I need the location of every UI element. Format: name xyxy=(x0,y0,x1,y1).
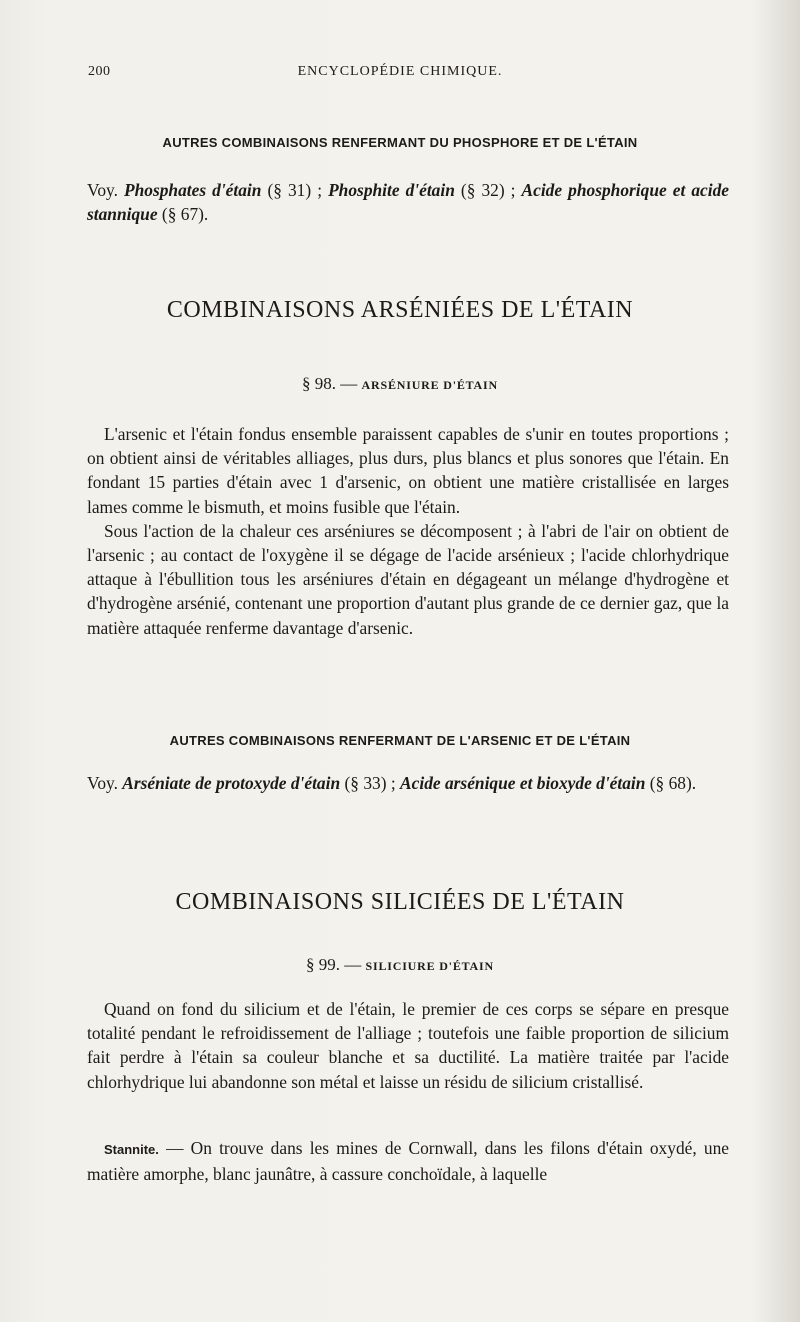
ref-acide-phosphorique: Acide phosphorique et acide stannique xyxy=(87,180,729,225)
stannite-body: — On trouve dans les mines de Cornwall, dans les filons d'étain oxydé, une matière amorphe, blanc jaunâtre, à cassure conchoïdale, à laquelle xyxy=(87,1138,729,1185)
running-title: ENCYCLOPÉDIE CHIMIQUE. xyxy=(297,64,503,79)
phosphore-ref-line xyxy=(87,178,729,226)
stannite-label: Stannite. xyxy=(104,1142,159,1157)
stannite-paragraph xyxy=(87,1136,729,1186)
ref-phosphite-num: (§ 32) ; xyxy=(454,180,522,200)
ref-acide-arsenique-num: (§ 68). xyxy=(645,773,697,793)
siliciees-title: COMBINAISONS SILICIÉES DE L'ÉTAIN xyxy=(175,889,625,915)
section-99-number: § 99. — xyxy=(306,955,366,974)
phosphore-references xyxy=(87,178,729,226)
arseniure-text xyxy=(87,422,729,640)
ref-acide-phosphorique-num: (§ 67). xyxy=(157,204,209,225)
ref-phosphates: Phosphates d'étain xyxy=(123,180,262,200)
ref-phosphates-num: (§ 31) ; xyxy=(261,180,329,200)
section-99-heading xyxy=(60,955,740,975)
ref-acide-arsenique: Acide arsénique et bioxyde d'étain xyxy=(400,773,646,793)
arsenic-ref-line xyxy=(87,771,729,795)
section-99-name: SILICIURE D'ÉTAIN xyxy=(365,959,494,973)
arsenic-references xyxy=(87,771,729,795)
phosphore-heading: AUTRES COMBINAISONS RENFERMANT DU PHOSPHORE ET DE L'ÉTAIN xyxy=(162,135,638,150)
ref-arseniate-num: (§ 33) ; xyxy=(340,773,401,793)
voy-label: Voy. xyxy=(87,773,123,793)
section-98-number: § 98. — xyxy=(302,374,362,393)
siliciure-text xyxy=(87,997,729,1094)
arseniure-paragraph-2: Sous l'action de la chaleur ces arséniures se décomposent ; à l'abri de l'air on obtient de l'arsenic ; au contact de l'oxygène il se dégage de l'acide arsénieux ; l'acide chlorhydrique attaque à l'ébullition tous les arséniures d'étain en dégageant un mélange d'hydrogène et d'hydrogène arsénié, contenant une proportion d'autant plus grande de ce dernier gaz, que la matière attaquée renferme davantage d'arsenic. xyxy=(87,520,729,638)
stannite-text xyxy=(87,1136,729,1186)
arsenic-heading: AUTRES COMBINAISONS RENFERMANT DE L'ARSENIC ET DE L'ÉTAIN xyxy=(169,733,631,748)
arseniure-paragraph-1: L'arsenic et l'étain fondus ensemble paraissent capables de s'unir en toutes proportions ; on obtient ainsi de véritables alliages, plus durs, plus blancs et plus sonores que l'étain. En fondant 15 parties d'étain avec 1 d'arsenic, on obtient une matière cristallisée en larges lames comme le bismuth, et moins fusible que l'étain. xyxy=(87,424,729,517)
voy-label: Voy. xyxy=(87,180,124,200)
siliciure-paragraph: Quand on fond du silicium et de l'étain, le premier de ces corps se sépare en presque totalité pendant le refroidissement de l'alliage ; toutefois une faible proportion de silicium fait perdre à l'étain sa couleur blanche et sa ductilité. La matière traitée par l'acide chlorhydrique lui abandonne son métal et laisse un résidu de silicium cristallisé. xyxy=(87,999,729,1092)
arseniees-title: COMBINAISONS ARSÉNIÉES DE L'ÉTAIN xyxy=(166,297,634,323)
page-number: 200 xyxy=(88,64,111,79)
section-98-heading xyxy=(60,374,740,394)
ref-phosphite: Phosphite d'étain xyxy=(328,180,455,200)
ref-arseniate: Arséniate de protoxyde d'étain xyxy=(122,773,341,793)
section-98-name: ARSÉNIURE D'ÉTAIN xyxy=(361,378,498,392)
